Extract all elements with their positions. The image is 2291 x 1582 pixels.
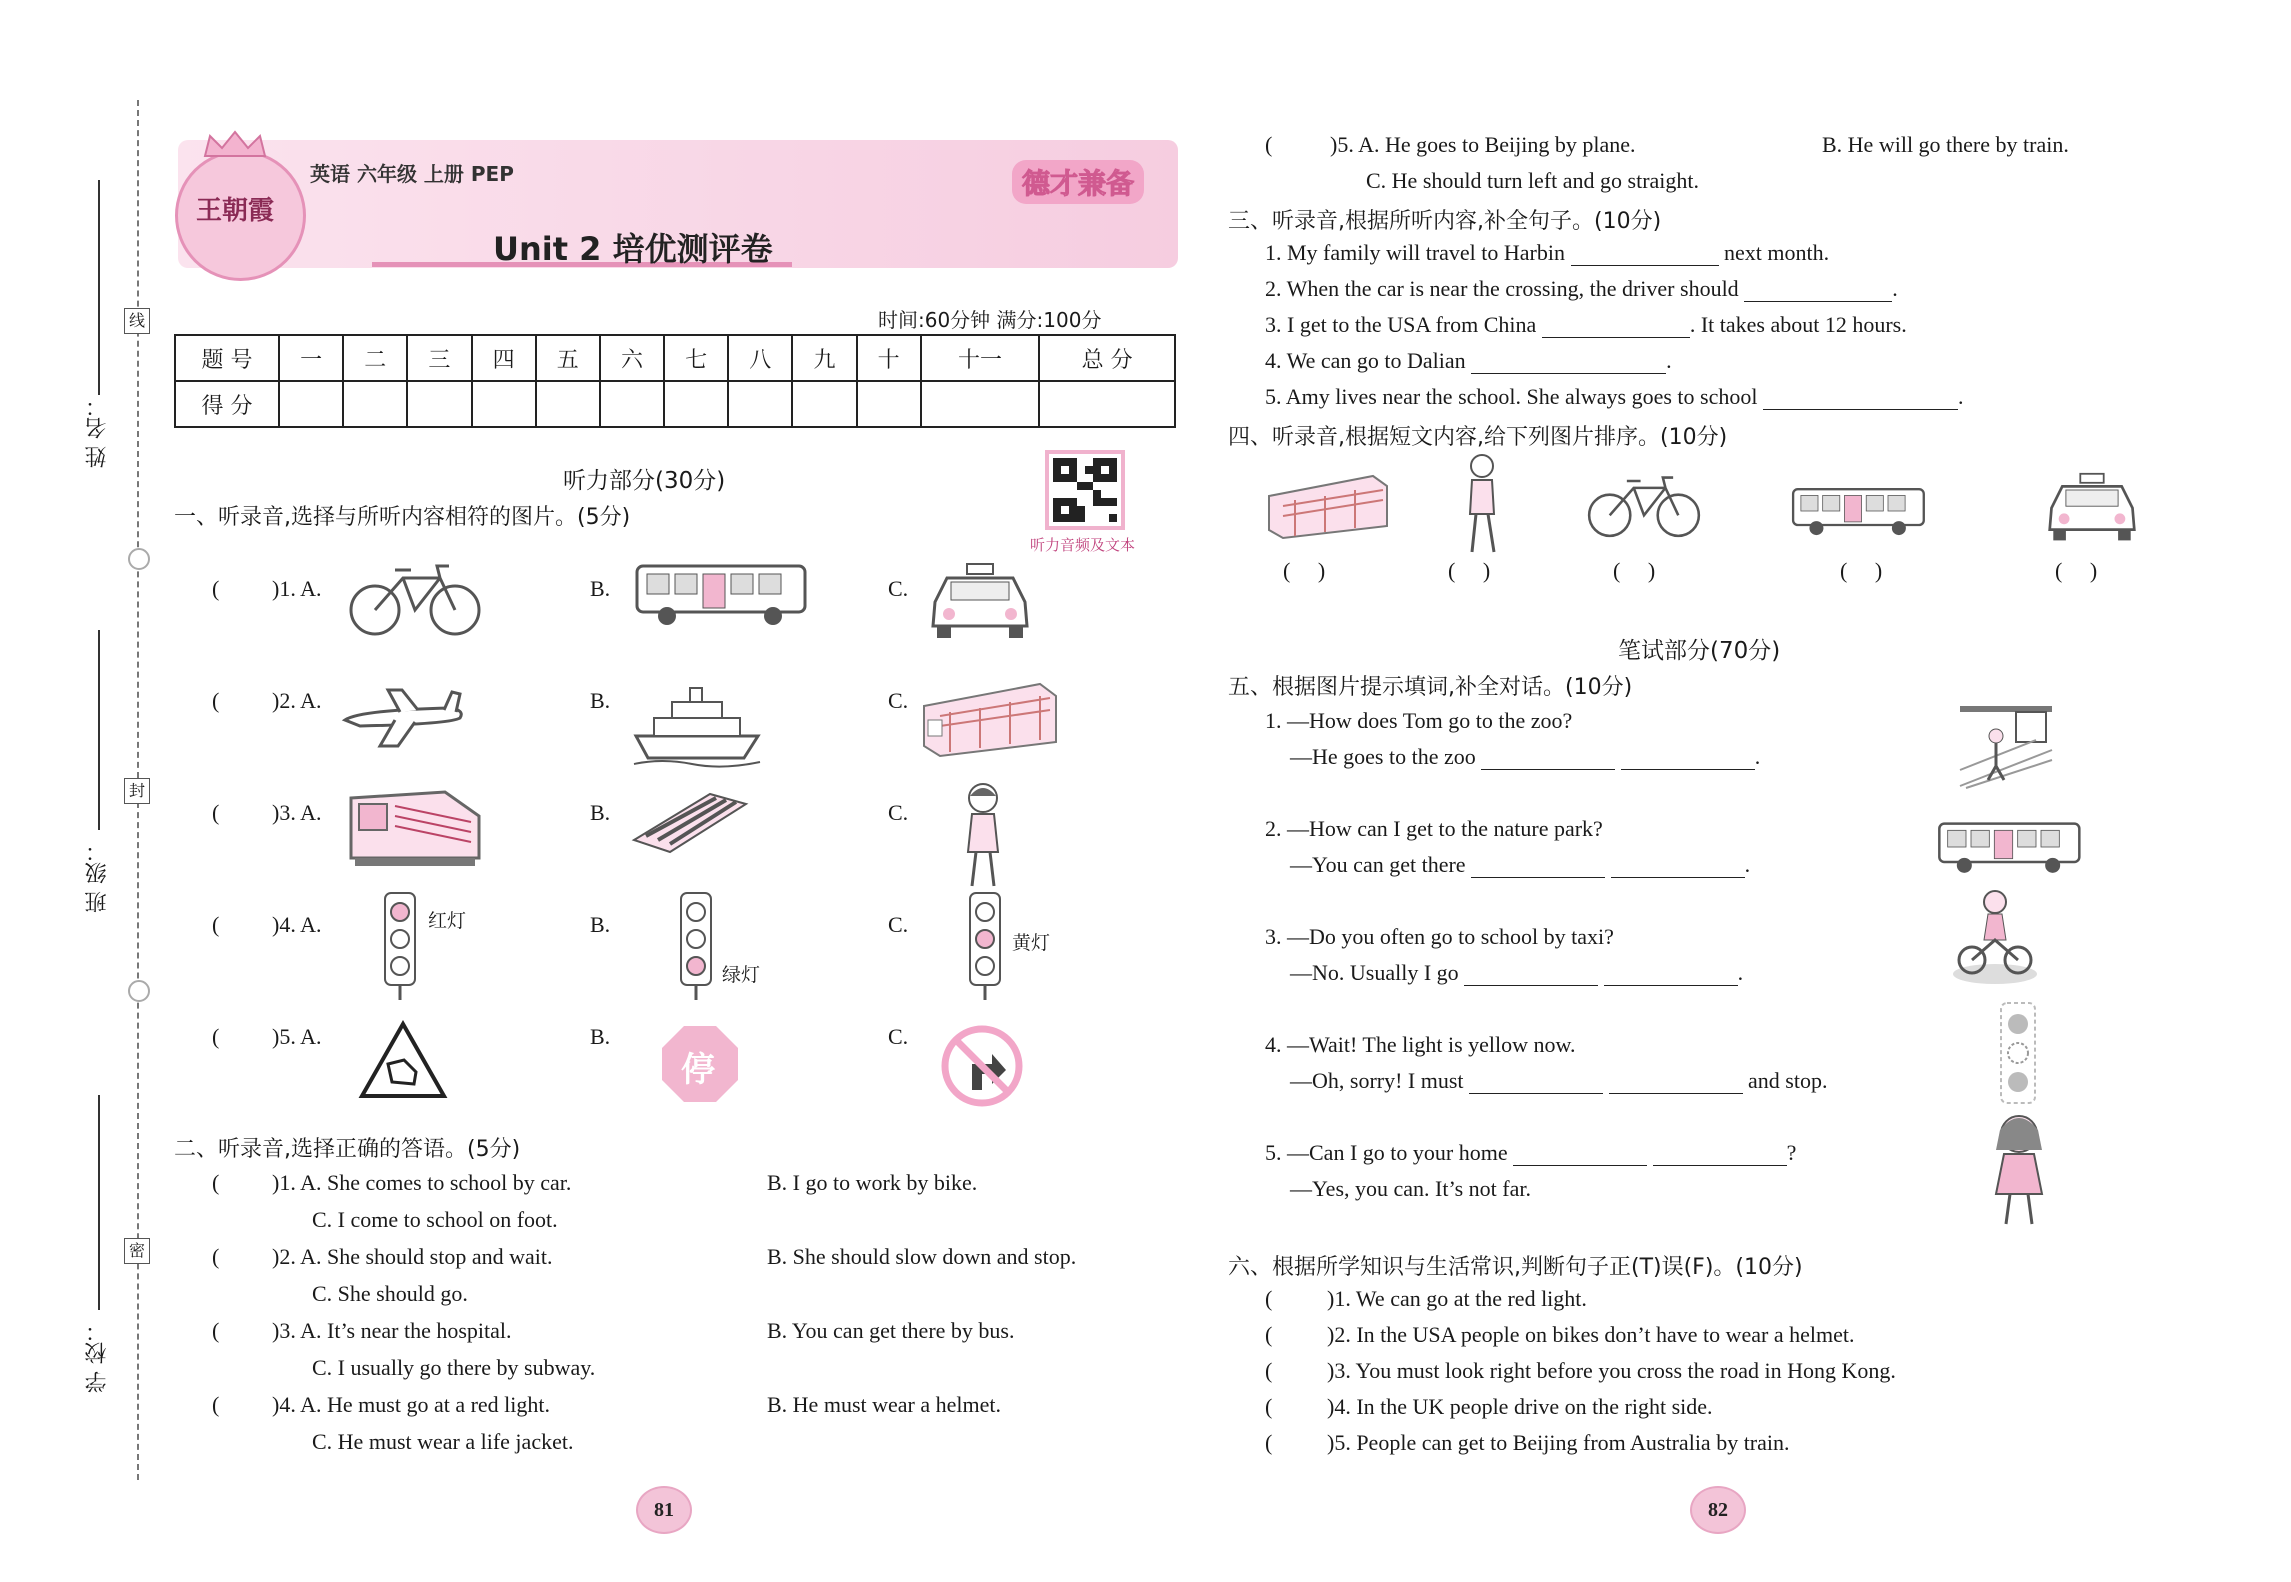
answer-blank[interactable]	[1471, 855, 1605, 878]
order-bracket[interactable]: ( )	[1283, 558, 1326, 583]
qr-caption: 听力音频及文本	[1030, 536, 1136, 554]
answer-blank[interactable]	[1513, 1143, 1647, 1166]
listening-section-title: 听力部分(30分)	[563, 468, 726, 494]
option-b-label: B.	[590, 1024, 611, 1049]
answer-paren: (	[1265, 1430, 1273, 1455]
yellow-traffic-light-icon	[1996, 1000, 2040, 1110]
name-underline	[98, 180, 100, 395]
answer-blank[interactable]	[1604, 963, 1738, 986]
score-cell[interactable]	[792, 381, 856, 427]
bus-icon	[1790, 480, 1930, 546]
answer-blank[interactable]	[1471, 351, 1666, 374]
answer-paren: (	[212, 800, 220, 825]
option-c-label: C.	[888, 576, 909, 601]
choice-a: )4. A. He must go at a red light.	[272, 1392, 551, 1417]
ship-icon	[632, 684, 762, 772]
question-number: )4. A.	[272, 912, 322, 937]
train-icon	[345, 786, 485, 874]
girl-icon	[1984, 1110, 2054, 1232]
walking-boy-icon	[1462, 452, 1502, 560]
dialogue-question	[1265, 1140, 1796, 1166]
order-bracket[interactable]: ( )	[1448, 558, 1491, 583]
question-number: )1. A.	[272, 576, 322, 601]
sentence-start: 4. We can go to Dalian	[1265, 348, 1466, 373]
sentence-end: .	[1957, 384, 1964, 409]
fill-sentence	[1265, 348, 1672, 374]
score-cell[interactable]	[279, 381, 343, 427]
choice-b: B. I go to work by bike.	[767, 1170, 978, 1195]
score-cell[interactable]	[1039, 381, 1175, 427]
page-number-right: 82	[1690, 1486, 1746, 1534]
score-header-cell: 一	[279, 335, 343, 381]
fill-sentence	[1265, 312, 1907, 338]
fill-sentence	[1265, 384, 1963, 410]
sentence-start: 3. I get to the USA from China	[1265, 312, 1537, 337]
answer-end: and stop.	[1748, 1068, 1828, 1093]
written-section-title: 笔试部分(70分)	[1618, 638, 1781, 664]
dialogue-answer	[1290, 852, 1750, 878]
school-underline	[98, 1095, 100, 1310]
score-cell[interactable]	[472, 381, 536, 427]
school-label: 学 校：	[85, 1320, 110, 1393]
score-header-cell: 题 号	[175, 335, 279, 381]
quality-badge: 德才兼备	[1012, 160, 1144, 204]
answer-start: —No. Usually I go	[1290, 960, 1459, 985]
secret-marker: 密	[124, 1238, 150, 1264]
score-header-cell: 八	[728, 335, 792, 381]
sentence-end: . It takes about 12 hours.	[1689, 312, 1907, 337]
bus-icon	[633, 560, 813, 632]
answer-blank[interactable]	[1464, 963, 1598, 986]
order-bracket[interactable]: ( )	[1840, 558, 1883, 583]
bus-icon	[1936, 816, 2086, 882]
judgement-item: )4. In the UK people drive on the right side.	[1327, 1394, 1713, 1419]
answer-start: —You can get there	[1290, 852, 1466, 877]
judgement-item: )3. You must look right before you cross the road in Hong Kong.	[1327, 1358, 1896, 1383]
option-c-label: C.	[888, 912, 909, 937]
choice-a: )1. A. She comes to school by car.	[272, 1170, 572, 1195]
class-underline	[98, 630, 100, 830]
no-right-turn-sign-icon	[940, 1024, 1024, 1112]
score-cell[interactable]	[536, 381, 600, 427]
binding-hole-icon	[128, 980, 150, 1002]
judgement-item: )2. In the USA people on bikes don’t have to wear a helmet.	[1327, 1322, 1855, 1347]
dialogue-question: 1. —How does Tom go to the zoo?	[1265, 708, 1573, 733]
score-row-label: 得 分	[175, 381, 279, 427]
sentence-end: next month.	[1724, 240, 1830, 265]
sentence-start: 5. Amy lives near the school. She always goes to school	[1265, 384, 1758, 409]
part4-title: 四、听录音,根据短文内容,给下列图片排序。(10分)	[1228, 425, 1728, 450]
answer-blank[interactable]	[1481, 747, 1615, 770]
answer-end: .	[1744, 852, 1751, 877]
score-cell[interactable]	[664, 381, 728, 427]
score-header-cell: 四	[472, 335, 536, 381]
qr-code-icon	[1045, 450, 1125, 530]
part1-title: 一、听录音,选择与所听内容相符的图片。(5分)	[174, 505, 631, 530]
dialogue-answer: —Yes, you can. It’s not far.	[1290, 1176, 1531, 1201]
option-b-label: B.	[590, 576, 611, 601]
answer-blank[interactable]	[1542, 315, 1690, 338]
crown-icon	[200, 128, 270, 158]
choice-c: C. He must wear a life jacket.	[312, 1429, 574, 1454]
dialogue-question: 4. —Wait! The light is yellow now.	[1265, 1032, 1576, 1057]
score-table	[174, 334, 1176, 428]
logo-text: 王朝霞	[196, 196, 275, 226]
answer-blank[interactable]	[1469, 1071, 1603, 1094]
subway-icon	[1265, 470, 1390, 546]
choice-c: C. I come to school on foot.	[312, 1207, 558, 1232]
score-header-cell: 五	[536, 335, 600, 381]
option-b-label: B.	[590, 688, 611, 713]
answer-blank[interactable]	[1611, 855, 1745, 878]
walking-to-zoo-icon	[1956, 700, 2056, 796]
choice-c: C. She should go.	[312, 1281, 468, 1306]
answer-start: —He goes to the zoo	[1290, 744, 1476, 769]
dialogue-question: 2. —How can I get to the nature park?	[1265, 816, 1603, 841]
score-header-cell: 三	[407, 335, 471, 381]
order-bracket[interactable]: ( )	[2055, 558, 2098, 583]
score-cell[interactable]	[407, 381, 471, 427]
page-title: Unit 2 培优测评卷	[493, 230, 773, 268]
question-number: )2. A.	[272, 688, 322, 713]
answer-paren: (	[212, 912, 220, 937]
answer-blank[interactable]	[1653, 1143, 1787, 1166]
part3-title: 三、听录音,根据所听内容,补全句子。(10分)	[1228, 209, 1662, 234]
bicycle-icon	[1584, 470, 1704, 544]
taxi-icon	[925, 562, 1035, 646]
option-b-label: B.	[590, 800, 611, 825]
name-label: 姓 名：	[85, 395, 110, 468]
score-header-cell: 九	[792, 335, 856, 381]
girl-riding-bike-icon	[1950, 888, 2040, 992]
score-cell[interactable]	[343, 381, 407, 427]
choice-c: C. He should turn left and go straight.	[1366, 168, 1700, 193]
page-number-left: 81	[636, 1486, 692, 1534]
choice-c: C. I usually go there by subway.	[312, 1355, 596, 1380]
answer-start: —Oh, sorry! I must	[1290, 1068, 1464, 1093]
dialogue-answer	[1290, 960, 1743, 986]
score-header-cell: 二	[343, 335, 407, 381]
option-b-label: B.	[590, 912, 611, 937]
order-bracket[interactable]: ( )	[1613, 558, 1656, 583]
score-header-cell: 十	[857, 335, 921, 381]
class-label: 班 级：	[85, 840, 110, 913]
score-table-score-row	[175, 381, 1175, 427]
answer-paren: (	[212, 1392, 220, 1417]
choice-b: B. He will go there by train.	[1822, 132, 2069, 157]
seal-marker: 封	[124, 778, 150, 804]
question-start: 5. —Can I go to your home	[1265, 1140, 1508, 1165]
bicycle-icon	[345, 558, 485, 642]
answer-paren: (	[1265, 1286, 1273, 1311]
sentence-end: .	[1666, 348, 1672, 373]
answer-paren: (	[212, 688, 220, 713]
choice-b: B. She should slow down and stop.	[767, 1244, 1077, 1269]
score-header-cell: 六	[600, 335, 664, 381]
part5-title: 五、根据图片提示填词,补全对话。(10分)	[1228, 675, 1633, 700]
red-traffic-light-icon	[382, 890, 418, 1006]
subway-icon	[920, 676, 1060, 764]
dialogue-answer	[1290, 1068, 1828, 1094]
warning-sign-icon	[358, 1020, 448, 1104]
fill-sentence	[1265, 276, 1898, 302]
score-cell[interactable]	[600, 381, 664, 427]
dialogue-answer	[1290, 744, 1760, 770]
answer-paren: (	[212, 1244, 220, 1269]
question-end: ?	[1786, 1140, 1797, 1165]
answer-end: .	[1737, 960, 1744, 985]
red-light-label: 红灯	[428, 910, 467, 932]
answer-paren: (	[1265, 1358, 1273, 1383]
answer-paren: (	[212, 1318, 220, 1343]
crosswalk-icon	[630, 790, 750, 860]
yellow-traffic-light-icon	[967, 890, 1003, 1006]
question-number: )5. A.	[272, 1024, 322, 1049]
judgement-item: )5. People can get to Beijing from Australia by train.	[1327, 1430, 1790, 1455]
score-table-header-row	[175, 335, 1175, 381]
answer-blank[interactable]	[1744, 279, 1892, 302]
score-cell[interactable]	[921, 381, 1039, 427]
part2-title: 二、听录音,选择正确的答语。(5分)	[174, 1137, 521, 1162]
sentence-start: 1. My family will travel to Harbin	[1265, 240, 1565, 265]
stop-sign-text: 停	[681, 1050, 715, 1090]
binding-hole-icon	[128, 548, 150, 570]
sentence-start: 2. When the car is near the crossing, the driver should	[1265, 276, 1739, 301]
answer-paren: (	[212, 1170, 220, 1195]
score-header-cell: 七	[664, 335, 728, 381]
choice-a: )5. A. He goes to Beijing by plane.	[1330, 132, 1636, 157]
line-marker: 线	[124, 308, 150, 334]
time-score: 时间:60分钟 满分:100分	[878, 308, 1102, 332]
answer-blank[interactable]	[1609, 1071, 1743, 1094]
green-light-label: 绿灯	[722, 964, 761, 986]
answer-end: .	[1754, 744, 1761, 769]
answer-paren: (	[1265, 1394, 1273, 1419]
yellow-light-label: 黄灯	[1012, 932, 1051, 954]
question-number: )3. A.	[272, 800, 322, 825]
walking-girl-icon	[958, 782, 1008, 896]
option-c-label: C.	[888, 800, 909, 825]
option-c-label: C.	[888, 688, 909, 713]
choice-a: )2. A. She should stop and wait.	[272, 1244, 553, 1269]
score-header-cell: 总 分	[1039, 335, 1175, 381]
answer-paren: (	[212, 1024, 220, 1049]
answer-paren: (	[212, 576, 220, 601]
fill-sentence	[1265, 240, 1829, 266]
answer-blank[interactable]	[1621, 747, 1755, 770]
score-cell[interactable]	[857, 381, 921, 427]
judgement-item: )1. We can go at the red light.	[1327, 1286, 1587, 1311]
score-header-cell: 十一	[921, 335, 1039, 381]
choice-a: )3. A. It’s near the hospital.	[272, 1318, 512, 1343]
choice-b: B. He must wear a helmet.	[767, 1392, 1001, 1417]
part6-title: 六、根据所学知识与生活常识,判断句子正(T)误(F)。(10分)	[1228, 1255, 1803, 1280]
score-cell[interactable]	[728, 381, 792, 427]
answer-paren: (	[1265, 1322, 1273, 1347]
choice-b: B. You can get there by bus.	[767, 1318, 1015, 1343]
dialogue-question: 3. —Do you often go to school by taxi?	[1265, 924, 1614, 949]
subject-line: 英语 六年级 上册 PEP	[310, 162, 514, 186]
sentence-end: .	[1892, 276, 1898, 301]
taxi-icon	[2042, 472, 2142, 548]
answer-blank[interactable]	[1571, 243, 1719, 266]
green-traffic-light-icon	[678, 890, 714, 1006]
answer-blank[interactable]	[1763, 387, 1958, 410]
option-c-label: C.	[888, 1024, 909, 1049]
answer-paren: (	[1265, 132, 1273, 157]
plane-icon	[340, 680, 470, 754]
